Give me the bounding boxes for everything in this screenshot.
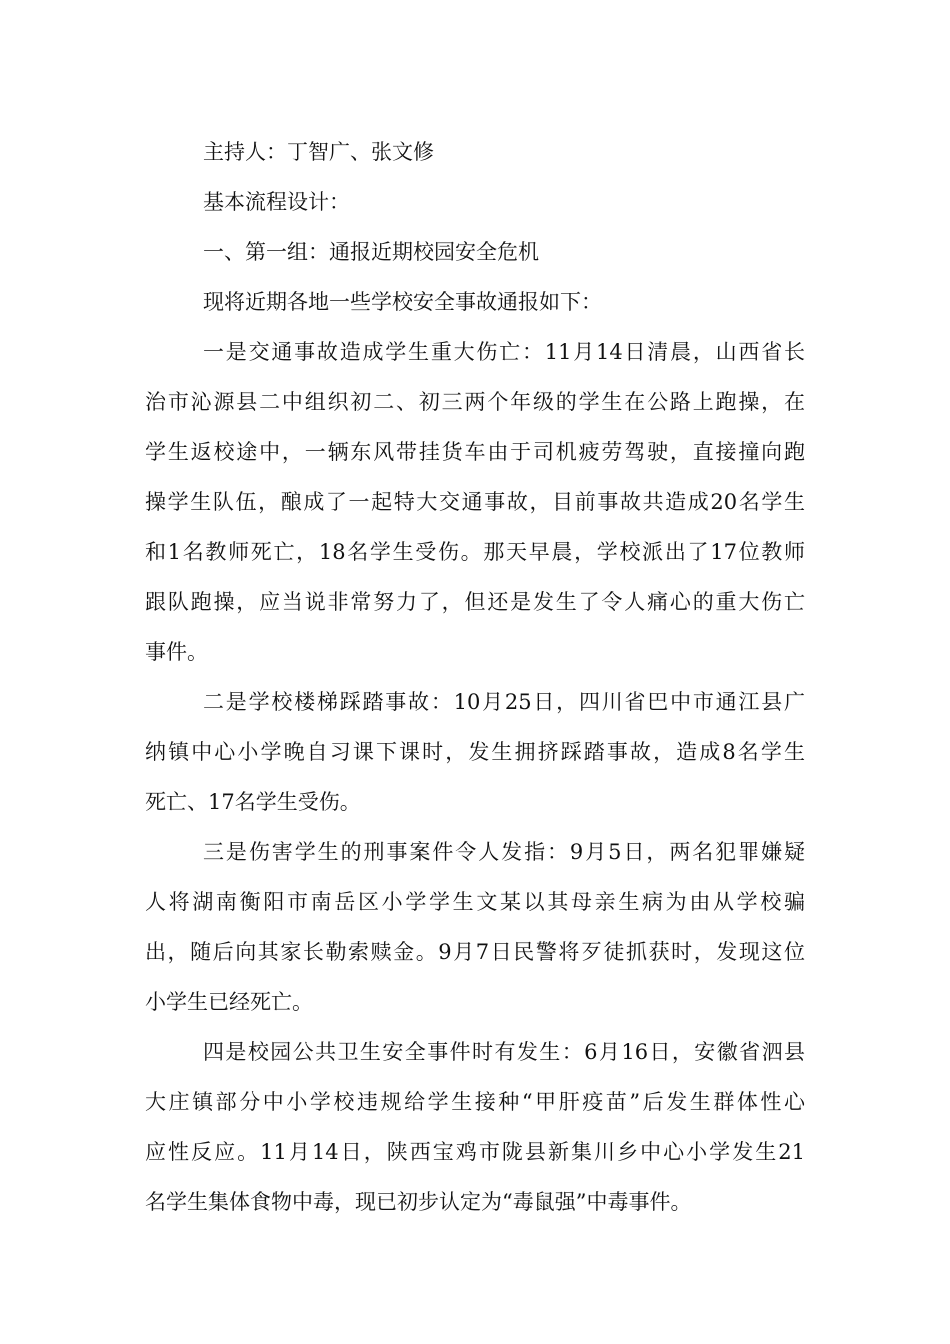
paragraph-line: 出，随后向其家长勒索赎金。9月7日民警将歹徒抓获时，发现这位 [145,940,805,964]
paragraph-line: 治市沁源县二中组织初二、初三两个年级的学生在公路上跑操，在 [145,390,805,414]
paragraph-line: 事件。 [145,640,208,664]
paragraph-line: 大庄镇部分中小学校违规给学生接种“甲肝疫苗”后发生群体性心 [145,1090,805,1114]
paragraph-line: 人将湖南衡阳市南岳区小学学生文某以其母亲生病为由从学校骗 [145,890,805,914]
paragraph-line: 名学生集体食物中毒，现已初步认定为“毒鼠强”中毒事件。 [145,1190,692,1214]
paragraph-line: 小学生已经死亡。 [145,990,313,1014]
paragraph-line: 应性反应。11月14日，陕西宝鸡市陇县新集川乡中心小学发生21 [145,1140,805,1164]
section-one-heading: 一、第一组：通报近期校园安全危机 [203,240,539,264]
intro-line: 现将近期各地一些学校安全事故通报如下： [203,290,602,314]
paragraph-line: 二是学校楼梯踩踏事故：10月25日，四川省巴中市通江县广 [203,690,805,714]
paragraph-line: 和1名教师死亡，18名学生受伤。那天早晨，学校派出了17位教师 [145,540,805,564]
paragraph-line: 纳镇中心小学晚自习课下课时，发生拥挤踩踏事故，造成8名学生 [145,740,805,764]
paragraph-line: 三是伤害学生的刑事案件令人发指：9月5日，两名犯罪嫌疑 [203,840,805,864]
paragraph-line: 一是交通事故造成学生重大伤亡：11月14日清晨，山西省长 [203,340,805,364]
paragraph-line: 死亡、17名学生受伤。 [145,790,361,814]
flow-title-line: 基本流程设计： [203,190,350,214]
paragraph-line: 跟队跑操，应当说非常努力了，但还是发生了令人痛心的重大伤亡 [145,590,805,614]
paragraph-line: 操学生队伍，酿成了一起特大交通事故，目前事故共造成20名学生 [145,490,805,514]
paragraph-line: 学生返校途中，一辆东风带挂货车由于司机疲劳驾驶，直接撞向跑 [145,440,805,464]
host-line: 主持人：丁智广、张文修 [203,140,434,164]
paragraph-line: 四是校园公共卫生安全事件时有发生：6月16日，安徽省泗县 [203,1040,805,1064]
